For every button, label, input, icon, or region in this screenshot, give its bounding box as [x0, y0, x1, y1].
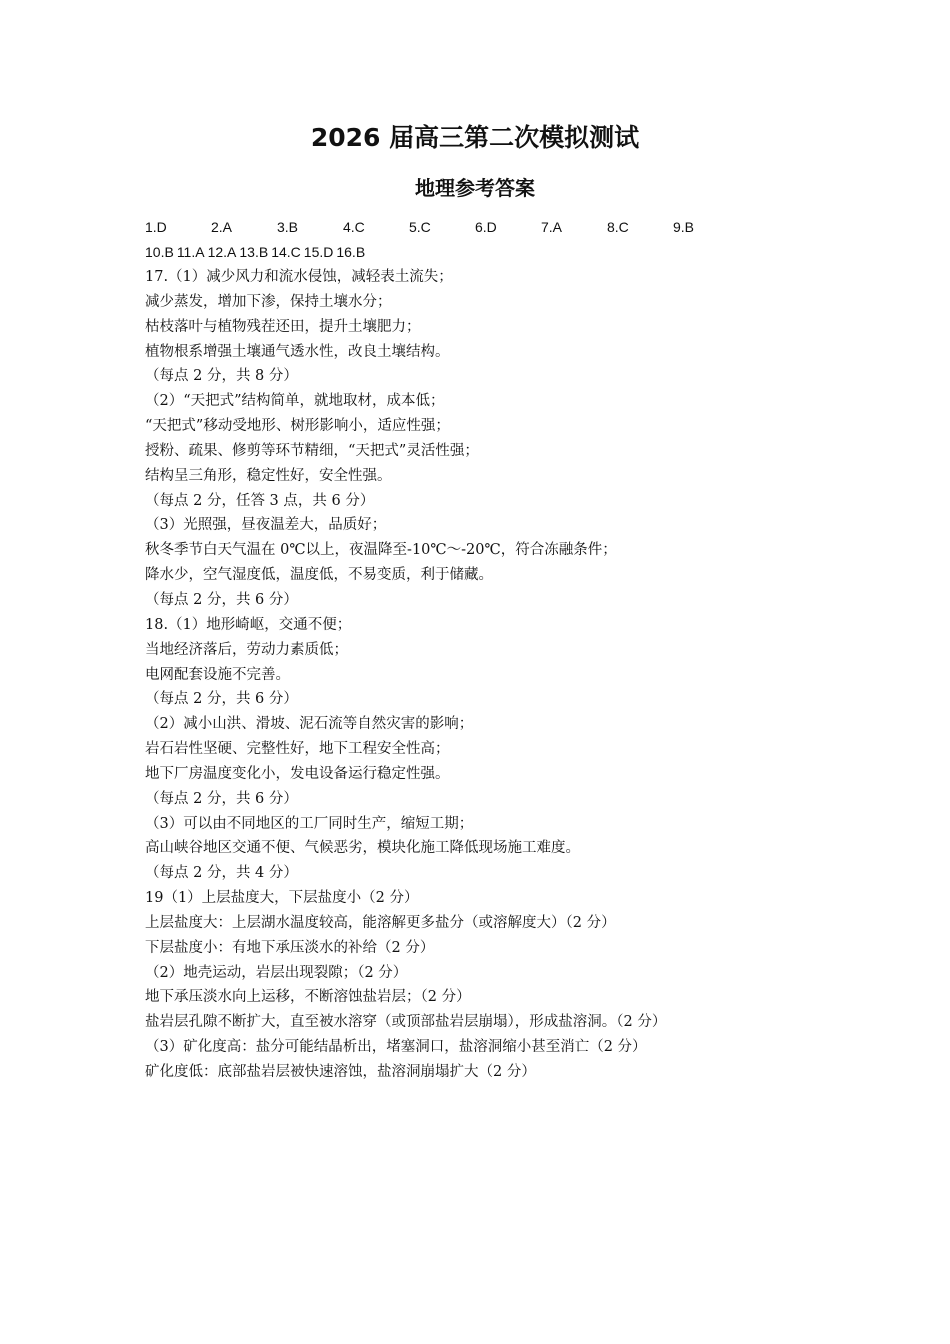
choice-answer: 11.A	[176, 244, 205, 260]
choice-answer: 16.B	[336, 244, 366, 260]
choice-answer: 3.B	[277, 219, 299, 235]
answer-line-q17-1: 17.（1）减少风力和流水侵蚀，减轻表土流失；	[145, 269, 453, 285]
answer-body	[145, 265, 785, 1085]
choice-answer: 4.C	[343, 219, 365, 235]
answer-line: 上层盐度大：上层湖水温度较高，能溶解更多盐分（或溶解度大）（2 分）	[145, 914, 616, 931]
answer-line: 枯枝落叶与植物残茬还田，提升土壤肥力；	[145, 318, 421, 335]
answer-line: 结构呈三角形，稳定性好，安全性强。	[145, 467, 392, 484]
choice-answer: 13.B	[239, 244, 269, 260]
answer-line: 下层盐度小：有地下承压淡水的补给（2 分）	[145, 939, 435, 956]
answer-line: “天把式”移动受地形、树形影响小，适应性强；	[145, 418, 450, 435]
answer-line-q18-2: （2）减小山洪、滑坡、泥石流等自然灾害的影响；	[145, 716, 474, 733]
answer-line: 授粉、疏果、修剪等环节精细，“天把式”灵活性强；	[145, 442, 479, 459]
answer-line-q19-1: 19（1）上层盐度大，下层盐度小（2 分）	[145, 890, 419, 907]
scoring-note: （每点 2 分，共 6 分）	[145, 790, 298, 807]
choice-answer: 12.A	[207, 244, 237, 260]
answer-line-q19-3: （3）矿化度高：盐分可能结晶析出，堵塞洞口，盐溶洞缩小甚至消亡（2 分）	[145, 1039, 647, 1056]
scoring-note: （每点 2 分，共 6 分）	[145, 691, 298, 708]
answer-line: 减少蒸发，增加下渗，保持土壤水分；	[145, 293, 392, 310]
choice-answer: 7.A	[541, 219, 563, 235]
answer-line-q18-1: 18.（1）地形崎岖，交通不便；	[145, 616, 352, 633]
answer-line: 岩石岩性坚硬、完整性好，地下工程安全性高；	[145, 741, 450, 758]
scoring-note: （每点 2 分，共 6 分）	[145, 591, 298, 608]
answer-line-q19-2: （2）地壳运动，岩层出现裂隙；（2 分）	[145, 964, 408, 981]
answer-line: 植物根系增强土壤通气透水性，改良土壤结构。	[145, 343, 450, 360]
choice-answer: 5.C	[409, 219, 431, 235]
answer-line: 地下承压淡水向上运移，不断溶蚀盐岩层；（2 分）	[145, 989, 471, 1006]
answer-line: 矿化度低：底部盐岩层被快速溶蚀，盐溶洞崩塌扩大（2 分）	[145, 1064, 536, 1080]
answer-line: 地下厂房温度变化小，发电设备运行稳定性强。	[145, 765, 450, 782]
choice-answers-row-1	[145, 215, 739, 240]
scoring-note: （每点 2 分，任答 3 点，共 6 分）	[145, 492, 375, 509]
answer-line-q17-2: （2）“天把式”结构简单，就地取材，成本低；	[145, 393, 445, 410]
answer-line: 电网配套设施不完善。	[145, 666, 290, 683]
choice-answer: 15.D	[303, 244, 334, 260]
choice-answer: 9.B	[673, 219, 695, 235]
answer-line-q18-3: （3）可以由不同地区的工厂同时生产，缩短工期；	[145, 815, 474, 832]
answer-line-q17-3: （3）光照强，昼夜温差大，品质好；	[145, 517, 387, 534]
answer-line: 高山峡谷地区交通不便、气候恶劣，模块化施工降低现场施工难度。	[145, 840, 580, 857]
choice-answer: 2.A	[211, 219, 233, 235]
choice-answer: 6.D	[475, 219, 497, 235]
scoring-note: （每点 2 分，共 4 分）	[145, 865, 298, 882]
answer-line: 盐岩层孔隙不断扩大，直至被水溶穿（或顶部盐岩层崩塌），形成盐溶洞。（2 分）	[145, 1014, 667, 1031]
choice-answer: 1.D	[145, 219, 167, 235]
document-title: 2026 届高三第二次模拟测试	[310, 123, 640, 152]
choice-answers-row-2	[145, 240, 368, 265]
answer-line: 当地经济落后，劳动力素质低；	[145, 641, 348, 658]
choice-answer: 10.B	[145, 244, 174, 260]
answer-line: 降水少，空气湿度低，温度低，不易变质，利于储藏。	[145, 567, 493, 584]
document-subtitle: 地理参考答案	[415, 176, 535, 200]
answer-line: 秋冬季节白天气温在 0℃以上，夜温降至-10℃～-20℃，符合冻融条件；	[145, 542, 617, 559]
choice-answer: 8.C	[607, 219, 629, 235]
scoring-note: （每点 2 分，共 8 分）	[145, 368, 298, 385]
choice-answer: 14.C	[271, 244, 301, 260]
